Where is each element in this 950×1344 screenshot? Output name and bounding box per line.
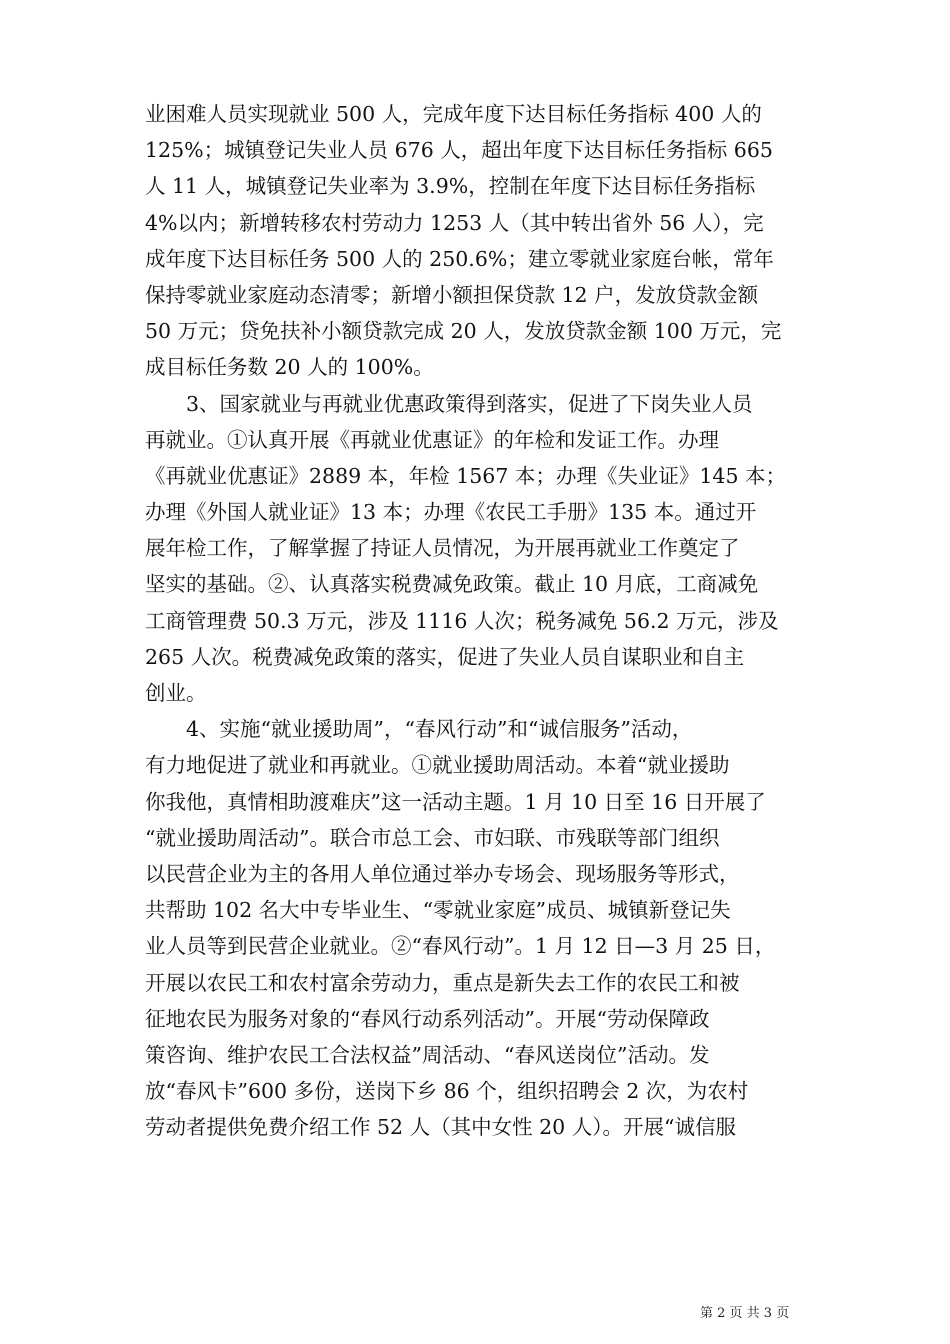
paragraph-3-start: 3、国家就业与再就业优惠政策得到落实，促进了下岗失业人员 xyxy=(186,391,753,416)
text-line: 业人员等到民营企业就业。②“春风行动”。1 月 12 日—3 月 25 日， xyxy=(145,934,776,959)
page-number: 第 2 页 共 3 页 xyxy=(700,1306,790,1321)
text-line: 保持零就业家庭动态清零；新增小额担保贷款 12 户，发放贷款金额 xyxy=(145,282,759,307)
text-line: 以民营企业为主的各用人单位通过举办专场会、现场服务等形式， xyxy=(145,861,740,886)
text-line: 工商管理费 50.3 万元，涉及 1116 人次；税务减免 56.2 万元，涉及 xyxy=(145,608,779,633)
text-line: “就业援助周活动”。联合市总工会、市妇联、市残联等部门组织 xyxy=(145,825,720,850)
text-line: 放“春风卡”600 多份，送岗下乡 86 个，组织招聘会 2 次，为农村 xyxy=(145,1079,749,1104)
text-line: 展年检工作，了解掌握了持证人员情况，为开展再就业工作奠定了 xyxy=(145,536,740,561)
text-line: 成目标任务数 20 人的 100%。 xyxy=(145,355,434,380)
text-line: 《再就业优惠证》2889 本，年检 1567 本；办理《失业证》145 本； xyxy=(145,463,787,488)
text-line: 125%；城镇登记失业人员 676 人，超出年度下达目标任务指标 665 xyxy=(145,138,773,163)
text-line: 开展以农民工和农村富余劳动力，重点是新失去工作的农民工和被 xyxy=(145,970,740,995)
text-line: 你我他，真情相助渡难庆”这一活动主题。1 月 10 日至 16 日开展了 xyxy=(145,789,766,814)
document-body xyxy=(145,96,813,1145)
text-line: 坚实的基础。②、认真落实税费减免政策。截止 10 月底，工商减免 xyxy=(145,572,759,597)
text-line: 50 万元；贷免扶补小额贷款完成 20 人，发放贷款金额 100 万元，完 xyxy=(145,319,782,344)
text-line: 265 人次。税费减免政策的落实，促进了失业人员自谋职业和自主 xyxy=(145,644,745,669)
text-line: 劳动者提供免费介绍工作 52 人（其中女性 20 人）。开展“诚信服 xyxy=(145,1115,736,1140)
text-line: 业困难人员实现就业 500 人，完成年度下达目标任务指标 400 人的 xyxy=(145,102,762,126)
text-line: 办理《外国人就业证》13 本；办理《农民工手册》135 本。通过开 xyxy=(145,500,757,525)
text-line: 策咨询、维护农民工合法权益”周活动、“春风送岗位”活动。发 xyxy=(145,1042,710,1067)
text-line: 创业。 xyxy=(145,681,207,705)
paragraph-4-start: 4、实施“就业援助周”，“春风行动”和“诚信服务”活动， xyxy=(186,717,693,742)
text-line: 4%以内；新增转移农村劳动力 1253 人（其中转出省外 56 人），完 xyxy=(145,210,764,235)
text-line: 人 11 人，城镇登记失业率为 3.9%，控制在年度下达目标任务指标 xyxy=(145,174,756,199)
text-line: 再就业。①认真开展《再就业优惠证》的年检和发证工作。办理 xyxy=(145,427,719,452)
text-line: 征地农民为服务对象的“春风行动系列活动”。开展“劳动保障政 xyxy=(145,1006,710,1031)
text-line: 共帮助 102 名大中专毕业生、“零就业家庭”成员、城镇新登记失 xyxy=(145,898,731,923)
text-line: 有力地促进了就业和再就业。①就业援助周活动。本着“就业援助 xyxy=(145,753,730,778)
text-line: 成年度下达目标任务 500 人的 250.6%；建立零就业家庭台帐，常年 xyxy=(145,246,774,271)
